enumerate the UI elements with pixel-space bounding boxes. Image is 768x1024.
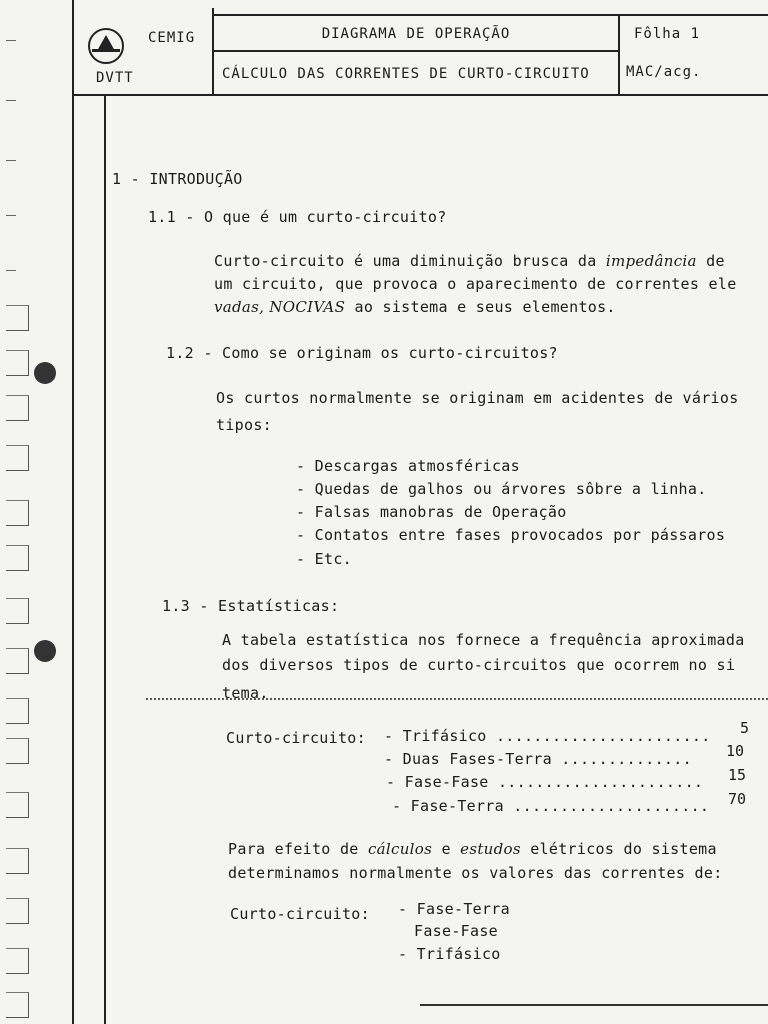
paragraph-line (228, 840, 717, 858)
form-hole (6, 698, 29, 724)
list-item: - Falsas manobras de Operação (296, 503, 567, 521)
form-hole (6, 792, 29, 818)
paragraph-line: um circuito, que provoca o aparecimento de correntes ele (214, 275, 737, 293)
punch-dot (34, 640, 56, 662)
punch-dot (34, 362, 56, 384)
form-hole (6, 598, 29, 624)
document-subtitle-cell (214, 52, 620, 94)
emphasis-text: impedância (605, 252, 697, 270)
document-title: DIAGRAMA DE OPERAÇÃO (321, 26, 511, 42)
text-span: e (441, 840, 451, 858)
form-hole (6, 395, 29, 421)
paragraph-line: A tabela estatística nos fornece a frequência aproximada (222, 631, 745, 649)
form-hole (6, 445, 29, 471)
document-subtitle: CÁLCULO DAS CORRENTES DE CURTO-CIRCUITO (222, 66, 590, 82)
author-code: MAC/acg. (626, 64, 702, 80)
department-code: DVTT (96, 70, 134, 86)
form-hole (6, 898, 29, 924)
paragraph-line (214, 298, 616, 316)
emphasis-text: estudos (460, 840, 521, 858)
document-title-cell (214, 16, 620, 52)
margin-tick (6, 215, 16, 216)
paragraph-line: tipos: (216, 416, 272, 434)
list-item: Fase-Fase (414, 922, 498, 940)
text-span: ao sistema e seus elementos. (354, 298, 616, 316)
text-span: Curto-circuito é uma diminuição brusca da (214, 252, 597, 270)
table-row: - Fase-Fase ...................... (386, 773, 704, 791)
list-item: - Trifásico (398, 945, 501, 963)
section-heading: 1 - INTRODUÇÃO (112, 170, 243, 188)
list-item: - Etc. (296, 550, 352, 568)
margin-tick (6, 100, 16, 101)
company-name: CEMIG (148, 30, 196, 46)
form-hole (6, 738, 29, 764)
company-logo-icon (88, 28, 124, 64)
table-row: - Duas Fases-Terra .............. (384, 750, 692, 768)
paragraph-line: dos diversos tipos de curto-circuitos que ocorrem no si (222, 656, 736, 674)
subsection-heading: 1.2 - Como se originam os curto-circuitos? (166, 344, 558, 362)
list-label: Curto-circuito: (230, 905, 370, 923)
table-value: 70 (728, 790, 747, 808)
list-item: - Descargas atmosféricas (296, 457, 520, 475)
text-span: Para efeito de (228, 840, 359, 858)
paragraph-line (214, 252, 725, 270)
table-value: 5 (740, 719, 750, 737)
table-row: - Fase-Terra ..................... (392, 797, 710, 815)
bottom-rule (420, 1004, 768, 1006)
table-row: - Trifásico ....................... (384, 727, 711, 745)
margin-line (72, 0, 74, 1024)
logo-cell (74, 8, 214, 94)
punched-form-strip (0, 0, 62, 1024)
sheet-number: Fôlha 1 (634, 26, 701, 42)
form-hole (6, 545, 29, 571)
form-hole (6, 648, 29, 674)
list-item: - Contatos entre fases provocados por pássaros (296, 526, 726, 544)
scan-noise-rule (146, 698, 768, 700)
emphasis-text: vadas, NOCIVAS (214, 298, 346, 316)
list-item: - Quedas de galhos ou árvores sôbre a linha. (296, 480, 707, 498)
text-span: elétricos do sistema (530, 840, 717, 858)
paragraph-line: Os curtos normalmente se originam em acidentes de vários (216, 389, 739, 407)
form-hole (6, 350, 29, 376)
form-hole (6, 992, 29, 1018)
form-hole (6, 305, 29, 331)
form-header (74, 8, 768, 96)
form-hole (6, 948, 29, 974)
margin-tick (6, 270, 16, 271)
table-value: 10 (726, 742, 745, 760)
subsection-heading: 1.1 - O que é um curto-circuito? (148, 208, 447, 226)
margin-tick (6, 160, 16, 161)
margin-tick (6, 40, 16, 41)
list-item: - Fase-Terra (398, 900, 510, 918)
text-span: de (706, 252, 725, 270)
paragraph-line: determinamos normalmente os valores das correntes de: (228, 864, 723, 882)
subsection-heading: 1.3 - Estatísticas: (162, 597, 340, 615)
table-value: 15 (728, 766, 747, 784)
paragraph-line: tema. (222, 684, 269, 702)
logo-bar (92, 49, 120, 52)
emphasis-text: cálculos (367, 840, 433, 858)
form-hole (6, 848, 29, 874)
form-hole (6, 500, 29, 526)
table-label: Curto-circuito: (226, 729, 366, 747)
inner-margin-line (104, 95, 106, 1024)
